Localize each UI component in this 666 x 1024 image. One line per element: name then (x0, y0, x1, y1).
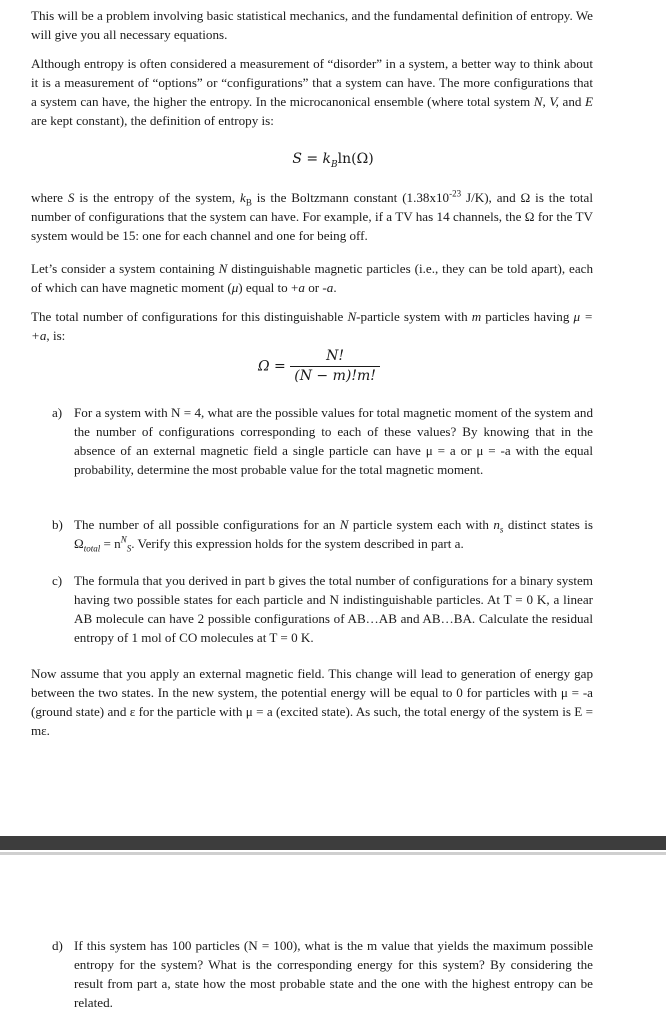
part-d (52, 936, 593, 1012)
part-b (52, 515, 593, 553)
entropy-equation-rhs: ln(Ω) (337, 151, 374, 167)
entropy-equation-sub: B (331, 159, 338, 170)
total-text-3: particles having (481, 309, 574, 324)
where-text-1: where (31, 190, 68, 205)
system-text-5: . (333, 280, 337, 295)
part-b-ns-sub: s (499, 524, 504, 535)
part-b-text-3: distinct states is Ω (74, 517, 593, 551)
system-a1: a (298, 280, 305, 295)
part-a-text: For a system with N = 4, what are the possible values for total magnetic moment of the system and the number of configurations corresponding to each of these values? By knowing that in the absence of an external magnetic field a single particle can have μ = a or μ = -a with the equal probability, determine the most probable value for the total magnetic moment. (74, 405, 593, 477)
entropy-definition-paragraph (31, 54, 593, 130)
system-paragraph (31, 259, 593, 297)
configurations-equation (258, 347, 418, 386)
part-b-text-4: = n (100, 536, 121, 551)
system-a2: a (326, 280, 334, 295)
total-cond: μ = +a (31, 309, 594, 343)
part-b-total-sub: total (83, 543, 101, 554)
system-text-4: or - (304, 280, 327, 295)
part-c (52, 571, 593, 647)
part-c-text: The formula that you derived in part b gives the total number of configurations for a binary system having two possible states for each particle and N indistinguishable particles. At T = 0 K, a linear AB molecule can have 2 possible configurations of AB…AB and AB…BA. Calculate the residual entropy of 1 mol of CO molecules at T = 0 K. (74, 573, 593, 645)
configurations-denominator: (N − m)!m! (290, 366, 380, 386)
part-b-text-1: The number of all possible configurations for an (74, 517, 340, 532)
entropy-equation-lhs: S = k (292, 151, 332, 167)
configurations-fraction (290, 347, 380, 386)
total-m: m (471, 309, 482, 324)
total-paragraph (31, 307, 593, 345)
part-b-text-5: . Verify this expression holds for the system described in part a. (131, 536, 464, 551)
where-text-4: J/K), and Ω is the total number of configurations that the system can have. For example, if a TV has 14 channels, the Ω for the TV system would be 15: one for each channel and one for being off. (31, 190, 593, 243)
where-kb: B (245, 197, 252, 208)
part-a (52, 403, 593, 479)
where-text-2: is the entropy of the system, (74, 190, 241, 205)
where-text-3: is the Boltzmann constant (1.38x10 (251, 190, 450, 205)
page-divider-line (0, 852, 666, 855)
entropy-def-after: are kept constant), the definition of entropy is: (31, 113, 274, 128)
total-text-1: The total number of configurations for this distinguishable (31, 309, 348, 324)
where-k: k (240, 190, 246, 205)
part-b-text (74, 515, 593, 553)
part-d-text: If this system has 100 particles (N = 100), what is the m value that yields the maximum possible entropy for the system? What is the corresponding energy for this system? By considering the result from part a, state how the most probable state and the one with the highest entropy can be related. (74, 938, 593, 1010)
entropy-def-vars: N, V, (533, 94, 559, 109)
system-text-2: distinguishable magnetic particles (i.e., they can be told apart), each of which can have magnetic moment ( (31, 261, 593, 295)
entropy-def-and: and (558, 94, 586, 109)
page-divider-bar (0, 836, 666, 850)
part-b-text-2: particle system each with (348, 517, 494, 532)
entropy-def-before: Although entropy is often considered a measurement of “disorder” in a system, a better way to think about it is a measurement of “options” or “configurations” that a system can have. The more configurations that a system can have, the higher the entropy. In the microcanonical ensemble (where total system (31, 56, 593, 109)
part-b-ns: n (493, 517, 500, 532)
part-d-label: d) (52, 938, 63, 953)
part-b-n: N (339, 517, 349, 532)
field-paragraph: Now assume that you apply an external magnetic field. This change will lead to generation of energy gap between the two states. In the new system, the potential energy will be equal to 0 for particles with μ = -a (ground state) and ε for the particle with μ = a (excited state). As such, the total energy of the system is E = mε. (31, 666, 593, 738)
system-n: N (218, 261, 228, 276)
system-text-1: Let’s consider a system containing (31, 261, 219, 276)
part-c-label: c) (52, 573, 63, 588)
where-s: S (67, 190, 75, 205)
configurations-numerator: N! (326, 348, 344, 364)
entropy-equation (0, 150, 666, 169)
entropy-def-e: E (585, 94, 594, 109)
where-paragraph (31, 188, 593, 245)
part-b-sup: N (120, 534, 127, 545)
total-text-4: , is: (46, 328, 66, 343)
where-exp: -23 (449, 188, 462, 199)
configurations-lhs: Ω = (258, 358, 286, 375)
total-n: N (347, 309, 357, 324)
system-mu: μ (231, 280, 239, 295)
part-b-label: b) (52, 517, 63, 532)
system-text-3: ) equal to + (238, 280, 299, 295)
total-text-2: -particle system with (356, 309, 472, 324)
intro-paragraph: This will be a problem involving basic statistical mechanics, and the fundamental definition of entropy. We will give you all necessary equations. (31, 8, 593, 42)
part-b-sub: S (126, 543, 132, 554)
part-a-label: a) (52, 405, 63, 420)
